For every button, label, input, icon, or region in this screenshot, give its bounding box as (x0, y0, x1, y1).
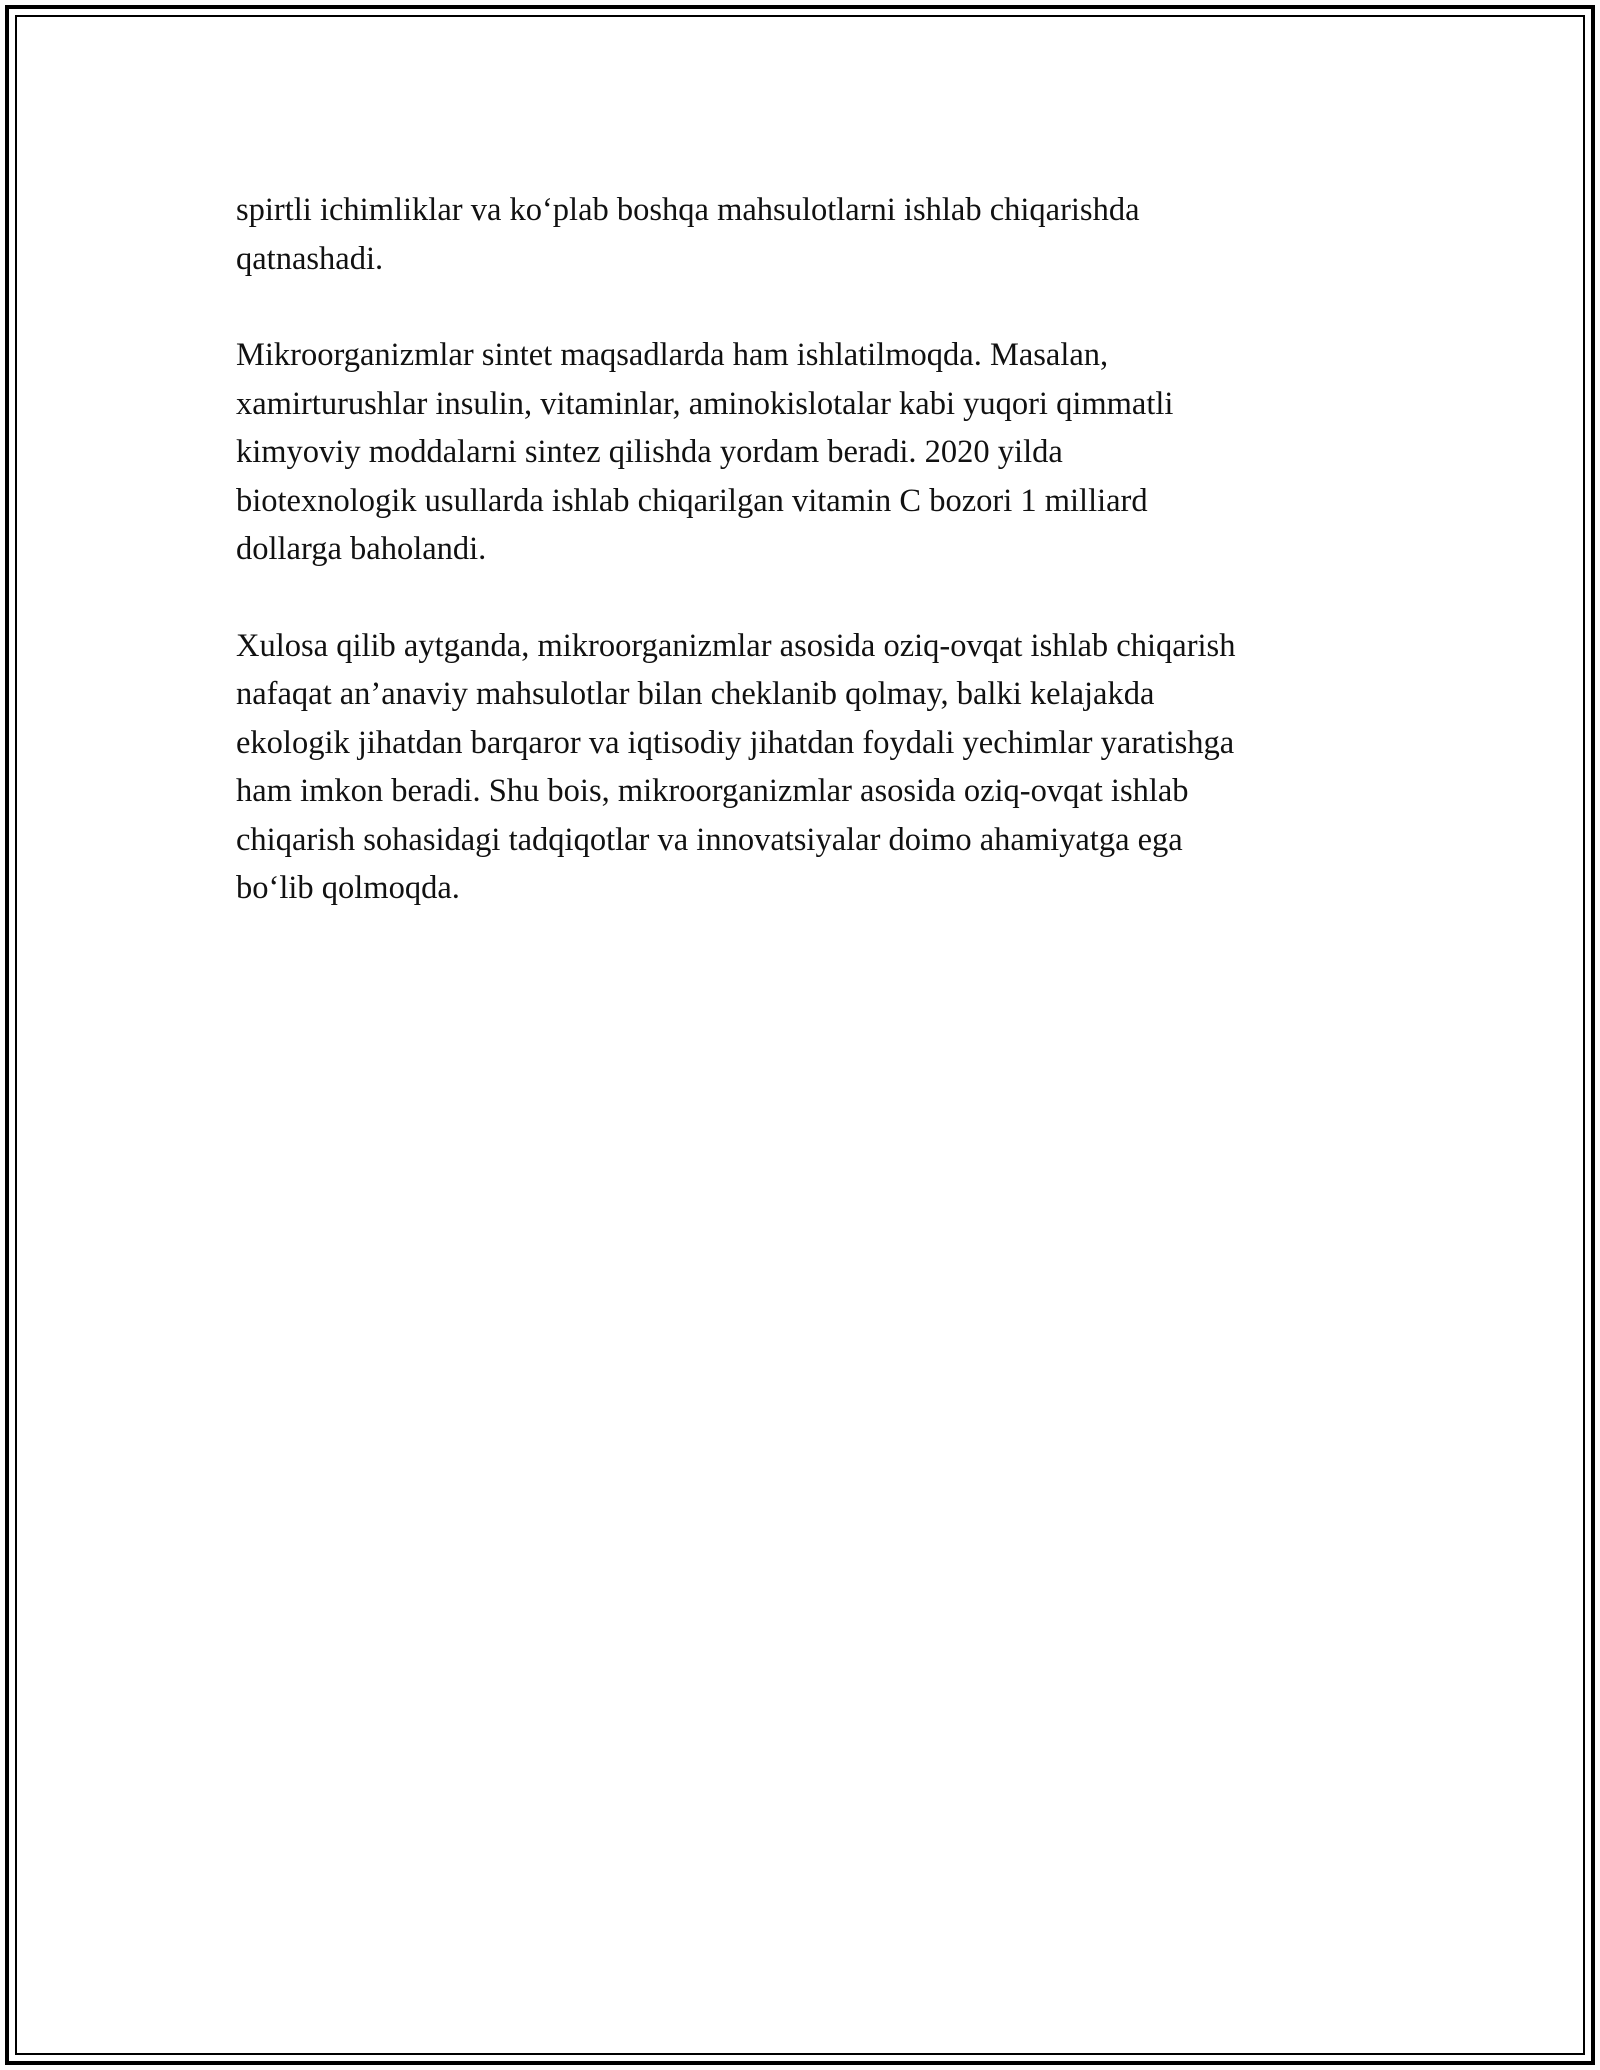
document-body (236, 186, 1386, 961)
paragraph-conclusion: Xulosa qilib aytganda, mikroorganizmlar asosida oziq-ovqat ishlab chiqarish nafaqat an’anaviy mahsulotlar bilan cheklanib qolmay, balki kelajakda ekologik jihatdan barqaror va iqtisodiy jihatdan foydali yechimlar yaratishga ham imkon beradi. Shu bois, mikroorganizmlar asosida oziq-ovqat ishlab chiqarish sohasidagi tadqiqotlar va innovatsiyalar doimo ahamiyatga ega bo‘lib qolmoqda. (236, 627, 1236, 906)
paragraph-synthesis: Mikroorganizmlar sintet maqsadlarda ham ishlatilmoqda. Masalan, xamirturushlar insulin, vitaminlar, aminokislotalar kabi yuqori qimmatli kimyoviy moddalarni sintez qilishda yordam beradi. 2020 yilda biotexnologik usullarda ishlab chiqarilgan vitamin C bozori 1 milliard dollarga baholandi. (236, 337, 1174, 567)
paragraph-continuation: spirtli ichimliklar va ko‘plab boshqa mahsulotlarni ishlab chiqarishda qatnashadi. (236, 192, 1140, 277)
